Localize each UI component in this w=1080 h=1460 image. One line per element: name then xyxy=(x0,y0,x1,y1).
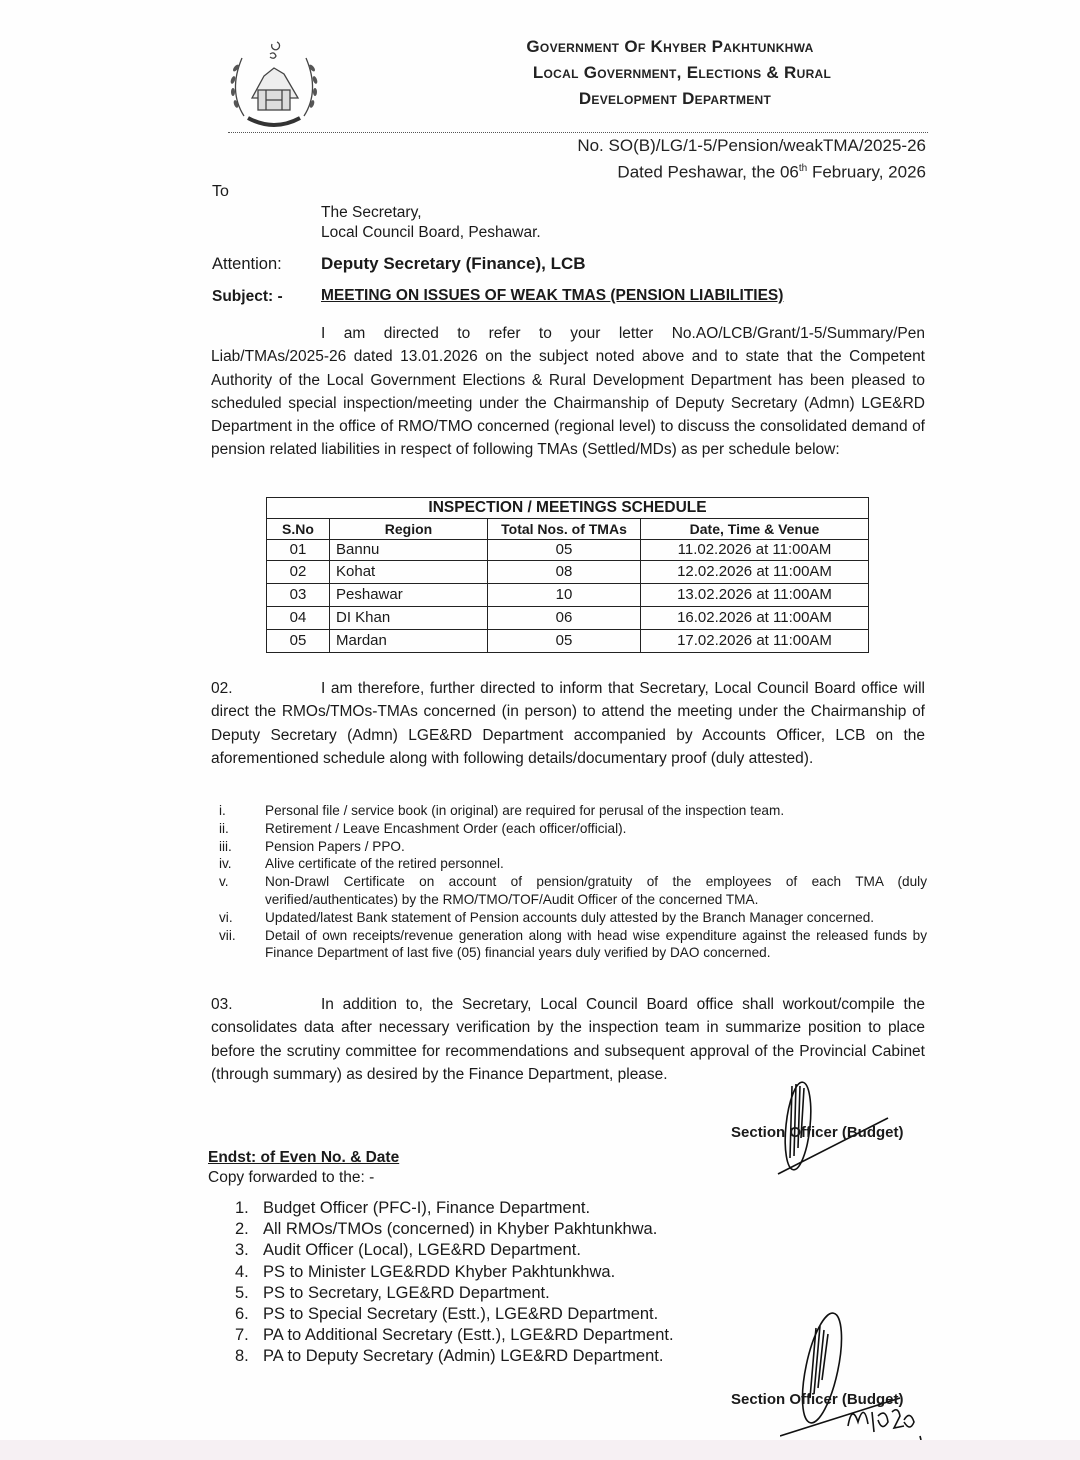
documents-list xyxy=(213,802,927,962)
list-item xyxy=(235,1346,674,1367)
cell-sno: 03 xyxy=(267,584,330,607)
list-item xyxy=(235,1325,674,1346)
list-item xyxy=(235,1304,674,1325)
list-item xyxy=(213,820,927,838)
signatory-title-2: Section Officer (Budget) xyxy=(731,1391,904,1408)
list-item-text: PS to Special Secretary (Estt.), LGE&RD Department. xyxy=(263,1305,659,1324)
list-item-number: 3. xyxy=(235,1241,249,1260)
cell-date: 17.02.2026 at 11:00AM xyxy=(641,630,869,653)
cell-tmas: 05 xyxy=(488,630,641,653)
schedule-title: INSPECTION / MEETINGS SCHEDULE xyxy=(267,498,869,519)
kp-government-emblem-icon xyxy=(222,36,326,136)
list-item-text: All RMOs/TMOs (concerned) in Khyber Pakhtunkhwa. xyxy=(263,1220,658,1239)
column-header-date-venue: Date, Time & Venue xyxy=(641,519,869,540)
list-item-number: 5. xyxy=(235,1283,249,1302)
date-suffix: February, 2026 xyxy=(807,162,926,182)
paragraph-3-text: In addition to, the Secretary, Local Council Board office shall workout/compile the consolidates data after necessary verification by the inspection team in summarize position to place before the scrutiny committee for recommendations and subsequent approval of the Provincial Cabinet (through summary) as desired by the Finance Department, please. xyxy=(211,996,925,1083)
cell-region: Mardan xyxy=(330,630,488,653)
reference-number: No. SO(B)/LG/1-5/Pension/weakTMA/2025-26 xyxy=(577,136,926,155)
cell-date: 16.02.2026 at 11:00AM xyxy=(641,607,869,630)
paragraph-2 xyxy=(211,677,925,770)
list-item-number: 4. xyxy=(235,1262,249,1281)
paragraph-2-text: I am therefore, further directed to inform that Secretary, Local Council Board office will direct the RMOs/TMOs-TMAs concerned (in person) to attend the meeting under the Chairmanship of Deputy Secretary (Admn) LGE&RD Department accompanied by Accounts Officer, LCB on the aforementioned schedule along with following details/documentary proof (duly attested). xyxy=(211,680,925,767)
paragraph-3 xyxy=(211,993,925,1086)
list-item xyxy=(235,1283,674,1304)
list-item xyxy=(213,873,927,909)
letterhead-line-1: Government Of Khyber Pakhtunkhwa xyxy=(526,37,814,56)
cell-date: 12.02.2026 at 11:00AM xyxy=(641,561,869,584)
list-item xyxy=(213,802,927,820)
list-item xyxy=(235,1198,674,1219)
cell-sno: 02 xyxy=(267,561,330,584)
copy-recipients-list xyxy=(235,1198,674,1368)
list-item-text: Updated/latest Bank statement of Pension accounts duly attested by the Branch Manager concerned. xyxy=(265,909,875,925)
list-item-number: 7. xyxy=(235,1326,249,1345)
subject-value: MEETING ON ISSUES OF WEAK TMAS (PENSION LIABILITIES) xyxy=(321,287,784,304)
list-item-number: i. xyxy=(219,803,226,818)
list-item xyxy=(213,927,927,963)
subject-label: Subject: - xyxy=(212,288,283,305)
cell-region: Kohat xyxy=(330,561,488,584)
signatory-title-1: Section Officer (Budget) xyxy=(731,1124,904,1141)
list-item-number: iv. xyxy=(219,856,232,872)
handwritten-signature-icon xyxy=(780,1308,930,1448)
list-item-text: PA to Deputy Secretary (Admin) LGE&RD Department. xyxy=(263,1347,664,1366)
addressee-line-2: Local Council Board, Peshawar. xyxy=(321,224,541,241)
table-row xyxy=(267,630,869,653)
addressee xyxy=(321,203,541,243)
list-item-text: Budget Officer (PFC-I), Finance Department. xyxy=(263,1199,591,1217)
endorsement-heading: Endst: of Even No. & Date xyxy=(208,1149,400,1166)
attention-value: Deputy Secretary (Finance), LCB xyxy=(321,254,586,273)
column-header-tmas: Total Nos. of TMAs xyxy=(488,519,641,540)
cell-tmas: 10 xyxy=(488,584,641,607)
column-header-sno: S.No xyxy=(267,519,330,540)
list-item-number: 2. xyxy=(235,1220,249,1239)
table-row xyxy=(267,540,869,561)
cell-sno: 04 xyxy=(267,607,330,630)
list-item-number: vii. xyxy=(219,927,236,943)
list-item xyxy=(213,855,927,873)
to-label: To xyxy=(212,183,229,200)
list-item-number: v. xyxy=(219,874,229,890)
cell-region: DI Khan xyxy=(330,607,488,630)
paragraph-1 xyxy=(211,322,925,462)
header-divider xyxy=(228,132,928,133)
list-item-text: PS to Secretary, LGE&RD Department. xyxy=(263,1283,550,1302)
list-item-text: Pension Papers / PPO. xyxy=(265,838,405,854)
attention-label: Attention: xyxy=(212,255,282,273)
list-item xyxy=(235,1240,674,1261)
cell-sno: 05 xyxy=(267,630,330,653)
addressee-line-1: The Secretary, xyxy=(321,204,422,221)
cell-tmas: 08 xyxy=(488,561,641,584)
cell-region: Bannu xyxy=(330,540,488,561)
table-row xyxy=(267,584,869,607)
paragraph-2-number: 02. xyxy=(211,680,233,697)
scan-edge-shade xyxy=(0,1440,1080,1460)
list-item-text: PS to Minister LGE&RDD Khyber Pakhtunkhwa. xyxy=(263,1262,616,1281)
schedule-table xyxy=(266,497,869,653)
list-item-text: Personal file / service book (in original) are required for perusal of the inspection team. xyxy=(265,803,785,818)
table-row xyxy=(267,561,869,584)
list-item xyxy=(213,909,927,927)
table-row xyxy=(267,607,869,630)
list-item-text: Retirement / Leave Encashment Order (each officer/official). xyxy=(265,820,627,836)
column-header-region: Region xyxy=(330,519,488,540)
letterhead-line-2: Local Government, Elections & Rural xyxy=(532,63,832,82)
date-prefix: Dated Peshawar, the 06 xyxy=(617,162,799,182)
paragraph-1-text: I am directed to refer to your letter No.AO/LCB/Grant/1-5/Summary/Pen Liab/TMAs/2025-26 dated 13.01.2026 on the subject noted above and to state that the Competent Authority of the Local Government Elections & Rural Development Department has been pleased to scheduled special inspection/meeting under the Chairmanship of Deputy Secretary (Admn) LGE&RD Department in the office of RMO/TMO concerned (regional level) to discuss the consolidated demand of pension related liabilities in respect of following TMAs (Settled/MDs) as per schedule below: xyxy=(211,325,925,459)
date-ordinal: th xyxy=(798,163,808,174)
list-item-number: ii. xyxy=(219,820,229,836)
list-item-number: vi. xyxy=(219,909,233,925)
letterhead-line-3: Development Department xyxy=(578,89,772,108)
list-item xyxy=(235,1219,674,1240)
copy-forwarded-intro: Copy forwarded to the: - xyxy=(208,1169,375,1186)
list-item-text: Non-Drawl Certificate on account of pension/gratuity of the employees of each TMA (duly verified/authenticates) by the RMO/TMO/TOF/Audit Officer of the concerned TMA. xyxy=(265,874,927,907)
list-item-text: PA to Additional Secretary (Estt.), LGE&RD Department. xyxy=(263,1326,674,1345)
list-item-text: Detail of own receipts/revenue generation along with head wise expenditure against the released funds by Finance Department of last five (05) financial years duly verified by DAO concerned. xyxy=(265,927,927,961)
list-item xyxy=(235,1262,674,1283)
cell-tmas: 05 xyxy=(488,540,641,561)
list-item-number: iii. xyxy=(219,838,232,854)
list-item-number: 8. xyxy=(235,1347,249,1366)
list-item-number: 1. xyxy=(235,1199,249,1217)
letterhead xyxy=(400,34,940,112)
cell-sno: 01 xyxy=(267,540,330,561)
list-item-number: 6. xyxy=(235,1305,249,1324)
list-item-text: Audit Officer (Local), LGE&RD Department. xyxy=(263,1241,581,1260)
cell-tmas: 06 xyxy=(488,607,641,630)
cell-region: Peshawar xyxy=(330,584,488,607)
cell-date: 11.02.2026 at 11:00AM xyxy=(641,540,869,561)
cell-date: 13.02.2026 at 11:00AM xyxy=(641,584,869,607)
list-item xyxy=(213,838,927,856)
reference-block xyxy=(577,134,926,184)
paragraph-3-number: 03. xyxy=(211,996,233,1013)
list-item-text: Alive certificate of the retired personnel. xyxy=(265,856,504,872)
reference-date xyxy=(577,157,926,184)
